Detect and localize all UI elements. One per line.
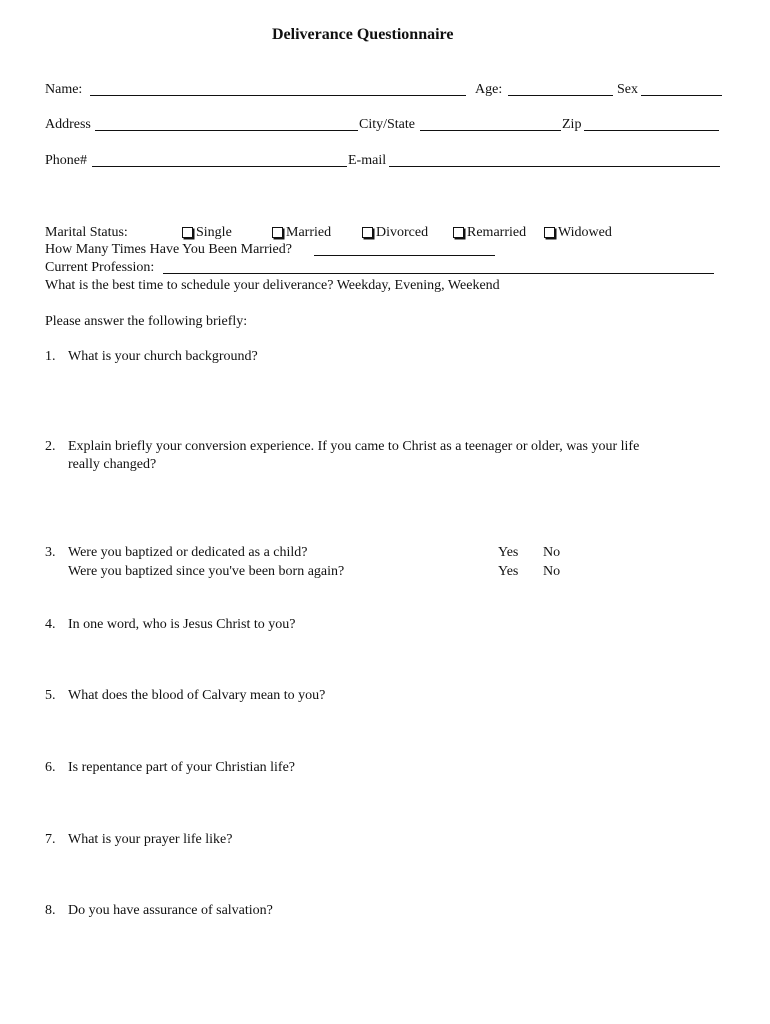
question-text: What is your prayer life like?	[68, 832, 233, 847]
no-option[interactable]: No	[543, 564, 561, 579]
times-married-field[interactable]	[314, 255, 495, 256]
checkbox-icon[interactable]	[362, 227, 373, 238]
profession-label: Current Profession:	[45, 260, 155, 275]
question-text: Were you baptized or dedicated as a child?	[68, 545, 308, 560]
question-text: What is your church background?	[68, 349, 258, 364]
question-number: 3.	[45, 545, 56, 560]
address-label: Address	[45, 117, 91, 132]
question-number: 4.	[45, 617, 56, 632]
times-married-label: How Many Times Have You Been Married?	[45, 242, 292, 257]
name-label: Name:	[45, 82, 83, 97]
divorced-checkbox[interactable]	[362, 224, 428, 241]
sex-field[interactable]	[641, 95, 722, 96]
page-title: Deliverance Questionnaire	[272, 26, 454, 43]
checkbox-icon[interactable]	[182, 227, 193, 238]
checkbox-icon[interactable]	[453, 227, 464, 238]
email-label: E-mail	[348, 153, 387, 168]
no-option[interactable]: No	[543, 545, 561, 560]
remarried-option-label: Remarried	[467, 225, 527, 240]
schedule-question: What is the best time to schedule your deliverance? Weekday, Evening, Weekend	[45, 278, 500, 293]
question-number: 5.	[45, 688, 56, 703]
question-text: In one word, who is Jesus Christ to you?	[68, 617, 296, 632]
question-text-continued: Were you baptized since you've been born again?	[68, 564, 345, 579]
question-number: 2.	[45, 439, 56, 454]
widowed-option-label: Widowed	[558, 225, 612, 240]
city-state-field[interactable]	[420, 130, 561, 131]
checkbox-icon[interactable]	[272, 227, 283, 238]
question-text: Explain briefly your conversion experience. If you came to Christ as a teenager or older, was your life	[68, 439, 640, 454]
zip-label: Zip	[562, 117, 582, 132]
city-state-label: City/State	[359, 117, 415, 132]
question-text: Do you have assurance of salvation?	[68, 903, 273, 918]
question-text-continued: really changed?	[68, 457, 157, 472]
address-field[interactable]	[95, 130, 358, 131]
yes-option[interactable]: Yes	[498, 545, 519, 560]
question-text: Is repentance part of your Christian life?	[68, 760, 296, 775]
question-number: 8.	[45, 903, 56, 918]
sex-label: Sex	[617, 82, 638, 97]
phone-label: Phone#	[45, 153, 87, 168]
instructions: Please answer the following briefly:	[45, 314, 248, 329]
age-field[interactable]	[508, 95, 613, 96]
remarried-checkbox[interactable]	[453, 224, 526, 241]
divorced-option-label: Divorced	[376, 225, 429, 240]
name-field[interactable]	[90, 95, 466, 96]
question-number: 1.	[45, 349, 56, 364]
phone-field[interactable]	[92, 166, 347, 167]
single-checkbox[interactable]	[182, 224, 232, 241]
profession-field[interactable]	[163, 273, 714, 274]
yes-option[interactable]: Yes	[498, 564, 519, 579]
question-text: What does the blood of Calvary mean to you?	[68, 688, 326, 703]
married-checkbox[interactable]	[272, 224, 331, 241]
age-label: Age:	[475, 82, 503, 97]
widowed-checkbox[interactable]	[544, 224, 612, 241]
question-number: 6.	[45, 760, 56, 775]
checkbox-icon[interactable]	[544, 227, 555, 238]
marital-status-label: Marital Status:	[45, 225, 128, 240]
question-number: 7.	[45, 832, 56, 847]
email-field[interactable]	[389, 166, 720, 167]
married-option-label: Married	[286, 225, 332, 240]
zip-field[interactable]	[584, 130, 719, 131]
single-option-label: Single	[196, 225, 232, 240]
